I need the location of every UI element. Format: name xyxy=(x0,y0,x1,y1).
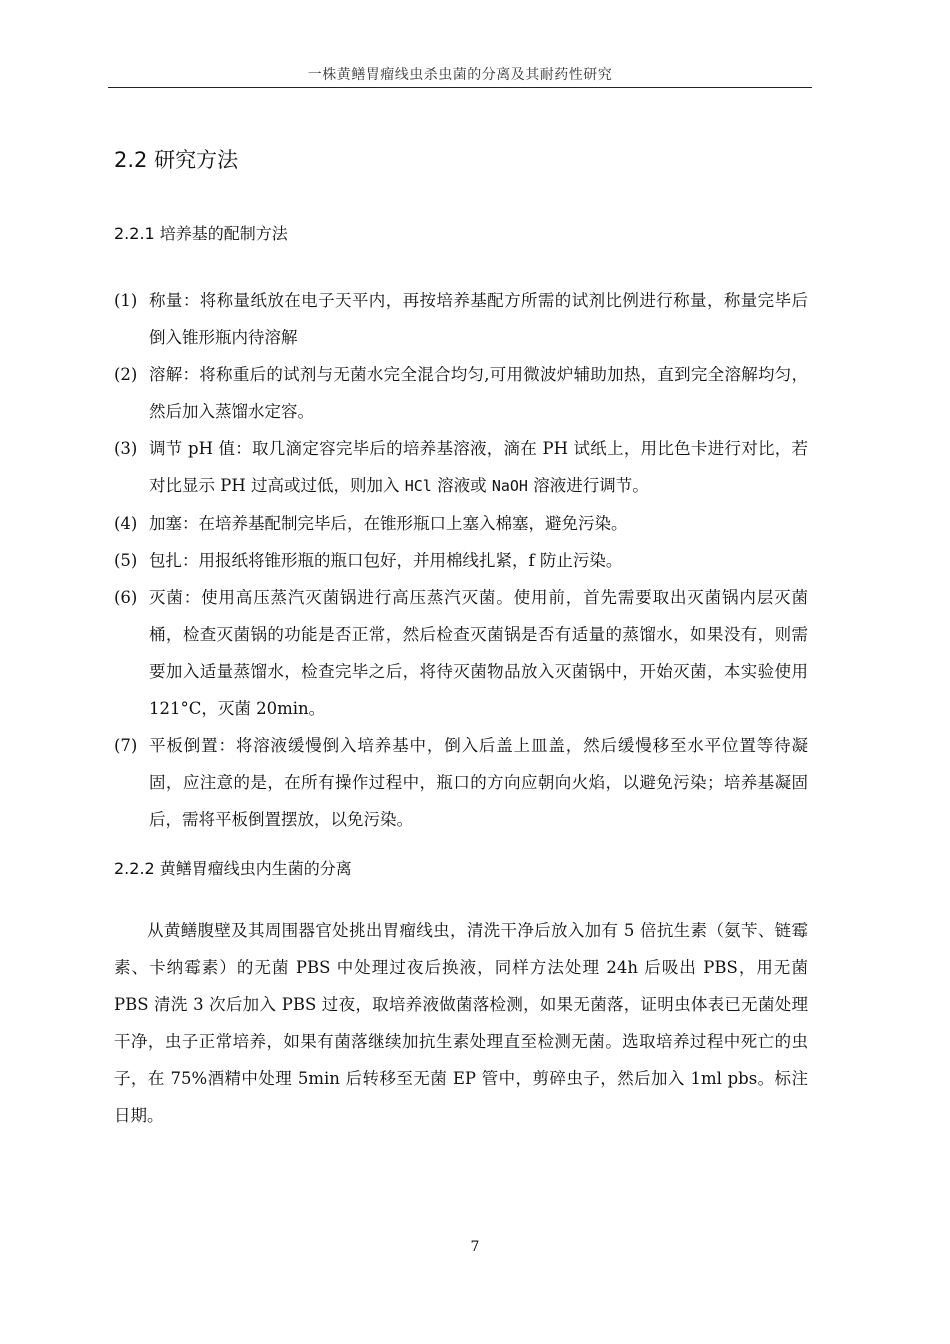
step-ph-adjust xyxy=(114,430,808,505)
step-wrapping xyxy=(114,542,808,579)
section-title: 2.2 研究方法 xyxy=(114,148,239,172)
isolation-paragraph: 从黄鳝腹壁及其周围器官处挑出胃瘤线虫，清洗干净后放入加有 5 倍抗生素（氨苄、链霉素、卡纳霉素）的无菌 PBS 中处理过夜后换液，同样方法处理 24h 后吸出 PBS，用无菌 PBS 清洗 3 次后加入 PBS 过夜，取培养液做菌落检测，如果无菌落，证明虫体表已无菌处理干净，虫子正常培养，如果有菌落继续加抗生素处理直至检测无菌。选取培养过程中死亡的虫子，在 75%酒精中处理 5min 后转移至无菌 EP 管中，剪碎虫子，然后加入 1ml pbs。标注日期。 xyxy=(114,921,808,1125)
step-number: (6) xyxy=(114,588,138,607)
step-text: 称量：将称量纸放在电子天平内，再按培养基配方所需的试剂比例进行称量，称量完毕后倒入锥形瓶内待溶解 xyxy=(149,291,808,347)
step-number: (3) xyxy=(114,439,138,458)
step-text: 溶解：将称重后的试剂与无菌水完全混合均匀,可用微波炉辅助加热，直到完全溶解均匀，然后加入蒸馏水定容。 xyxy=(149,365,808,421)
page-number: 7 xyxy=(470,1239,480,1255)
subsection-title-culture-medium: 2.2.1 培养基的配制方法 xyxy=(114,224,288,243)
step-plate-inversion xyxy=(114,727,808,838)
step-dissolving xyxy=(114,356,808,430)
step-plugging xyxy=(114,505,808,542)
step-text: 平板倒置：将溶液缓慢倒入培养基中，倒入后盖上皿盖，然后缓慢移至水平位置等待凝固，应注意的是，在所有操作过程中，瓶口的方向应朝向火焰，以避免污染；培养基凝固后，需将平板倒置摆放，以免污染。 xyxy=(149,736,808,829)
step-sterilization xyxy=(114,579,808,727)
procedure-steps xyxy=(114,282,808,838)
step-text: 溶液进行调节。 xyxy=(527,476,649,495)
step-number: (1) xyxy=(114,291,138,310)
step-text: 溶液或 xyxy=(431,476,492,495)
subsection-title-isolation: 2.2.2 黄鳝胃瘤线虫内生菌的分离 xyxy=(114,859,352,878)
step-number: (2) xyxy=(114,365,138,384)
step-text: 加塞：在培养基配制完毕后，在锥形瓶口上塞入棉塞，避免污染。 xyxy=(149,514,628,533)
reagent-hcl: HCl xyxy=(404,477,432,495)
step-number: (4) xyxy=(114,514,138,533)
step-text: 包扎：用报纸将锥形瓶的瓶口包好，并用棉线扎紧，f 防止污染。 xyxy=(149,551,623,570)
step-number: (7) xyxy=(114,736,138,755)
running-header: 一株黄鳝胃瘤线虫杀虫菌的分离及其耐药性研究 xyxy=(307,67,613,83)
header-rule xyxy=(108,87,812,88)
step-text: 调节 pH 值：取几滴定容完毕后的培养基溶液，滴在 PH 试纸上，用比色卡进行对比，若对比显示 PH 过高或过低，则加入 xyxy=(149,439,808,495)
step-text: 灭菌：使用高压蒸汽灭菌锅进行高压蒸汽灭菌。使用前，首先需要取出灭菌锅内层灭菌桶，检查灭菌锅的功能是否正常，然后检查灭菌锅是否有适量的蒸馏水，如果没有，则需要加入适量蒸馏水，检查完毕之后，将待灭菌物品放入灭菌锅中，开始灭菌，本实验使用 121°C，灭菌 20min。 xyxy=(149,588,808,718)
step-weighing xyxy=(114,282,808,356)
step-number: (5) xyxy=(114,551,138,570)
reagent-naoh: NaOH xyxy=(491,477,528,495)
